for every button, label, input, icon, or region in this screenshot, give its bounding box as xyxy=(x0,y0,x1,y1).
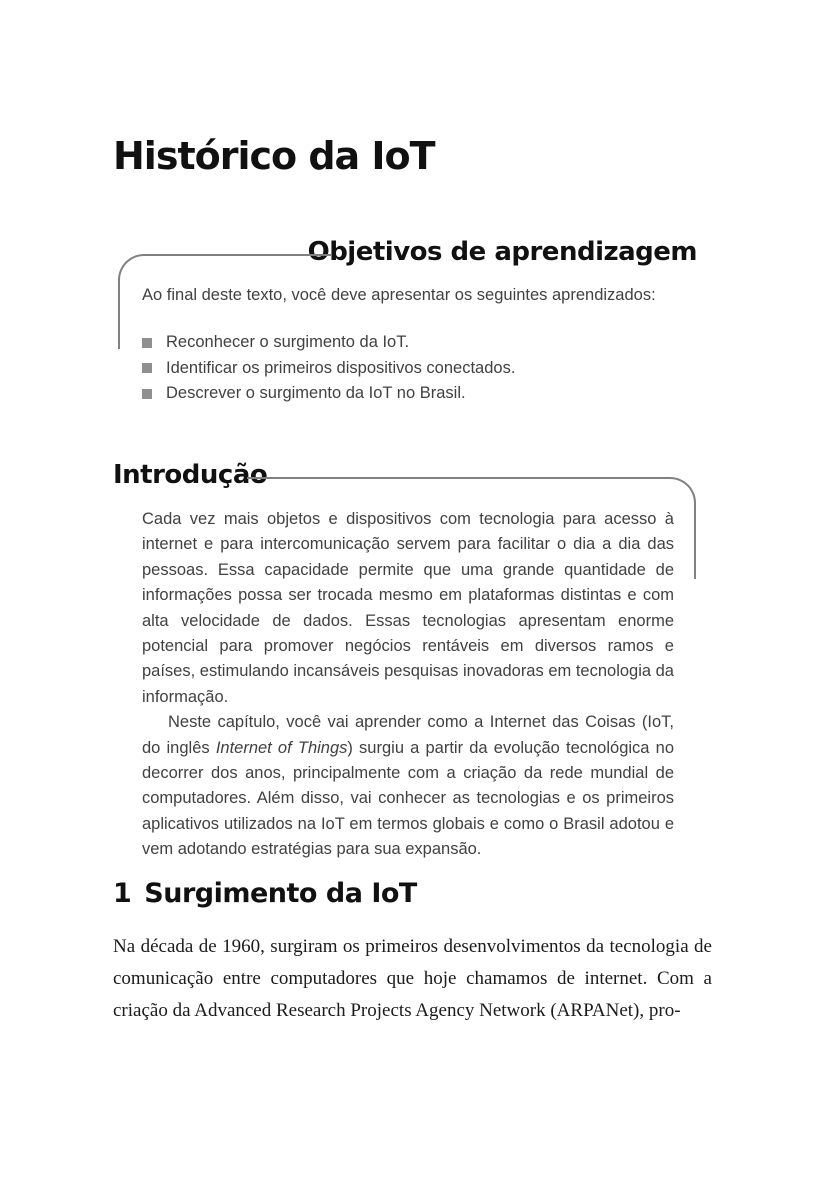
objectives-intro-text: Ao final deste texto, você deve apresentar os seguintes aprendizados: xyxy=(142,286,656,304)
list-item xyxy=(142,381,682,407)
paragraph-text: Neste capítulo, você vai aprender como a Internet das Coisas (IoT, do inglês xyxy=(142,713,674,757)
list-item xyxy=(142,330,682,356)
section-1-paragraph: Na década de 1960, surgiram os primeiros desenvolvimentos da tecnologia de comunicação entre computadores que hoje chamamos de internet. Com a criação da Advanced Research Projects Agency Network (ARPANet), pro- xyxy=(113,936,712,1021)
square-bullet-icon xyxy=(142,338,152,348)
objective-item-label: Descrever o surgimento da IoT no Brasil. xyxy=(166,384,466,402)
paragraph-text: ) surgiu a partir da evolução tecnológica no decorrer dos anos, principalmente com a criação da rede mundial de computadores. Além disso, vai conhecer as tecnologias e os primeiros aplicativos utilizados na IoT em termos globais e como o Brasil adotou e vem adotando estratégias para sua expansão. xyxy=(142,738,674,859)
section-number: 1 xyxy=(113,878,132,909)
introduction-paragraph-2 xyxy=(142,710,674,862)
introduction-body xyxy=(142,507,674,863)
introduction-heading: Introdução xyxy=(113,460,268,490)
objective-item-label: Reconhecer o surgimento da IoT. xyxy=(166,333,410,351)
objectives-body xyxy=(142,283,682,407)
section-1-heading xyxy=(113,878,417,909)
italic-term: Internet of Things xyxy=(215,738,348,757)
square-bullet-icon xyxy=(142,389,152,399)
square-bullet-icon xyxy=(142,363,152,373)
objective-item-label: Identificar os primeiros dispositivos conectados. xyxy=(166,358,516,377)
objectives-heading: Objetivos de aprendizagem xyxy=(307,237,697,267)
section-title: Surgimento da IoT xyxy=(144,878,417,909)
introduction-paragraph-1: Cada vez mais objetos e dispositivos com tecnologia para acesso à internet e para intercomunicação servem para facilitar o dia a dia das pessoas. Essa capacidade permite que uma grande quantidade de informações possa ser trocada mesmo em plataformas distintas e com alta velocidade de dados. Essas tecnologias apresentam enorme potencial para promover negócios rentáveis em diversos ramos e países, estimulando incansáveis pesquisas inovadoras em tecnologia da informação. xyxy=(142,510,674,706)
objectives-list xyxy=(142,330,682,407)
list-item xyxy=(142,356,682,382)
chapter-title: Histórico da IoT xyxy=(113,134,435,178)
